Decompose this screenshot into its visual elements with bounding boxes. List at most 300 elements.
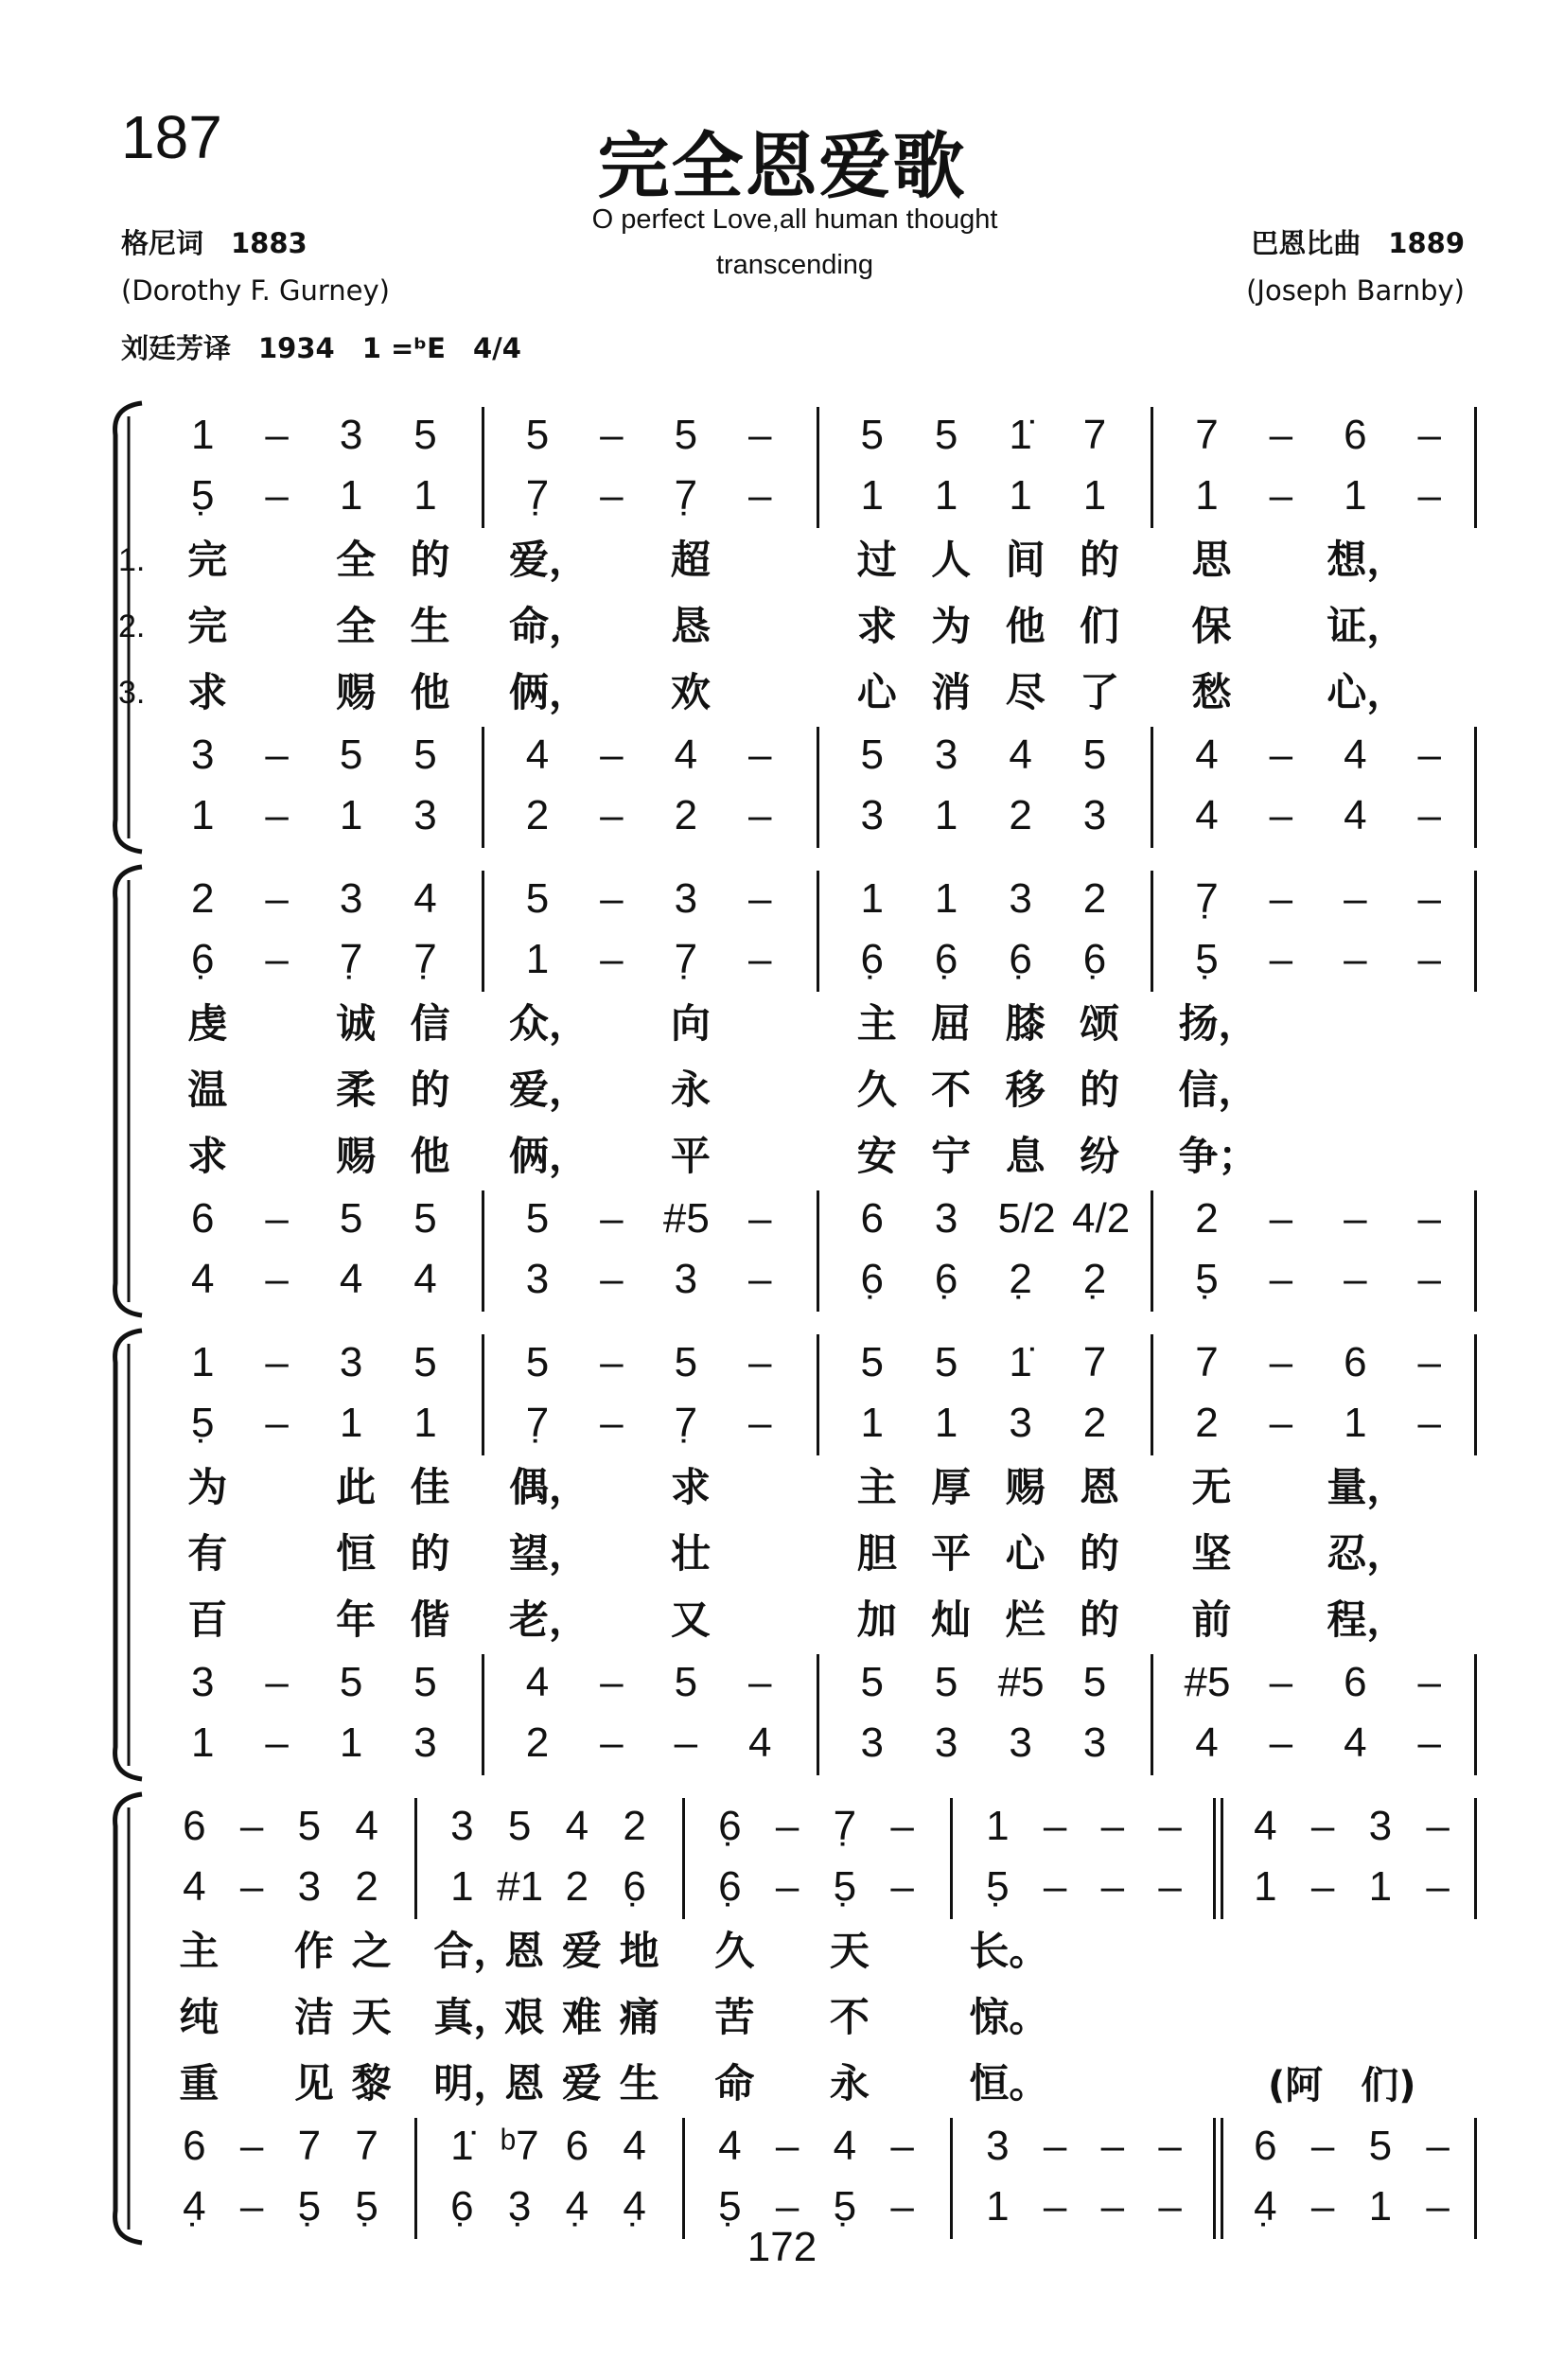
note: 3	[860, 792, 884, 838]
lyric-syllable: 无	[1191, 1464, 1232, 1510]
lyric-syllable: 恳	[670, 603, 711, 649]
verse-number: 3.	[118, 675, 146, 711]
note: 1	[1254, 1863, 1277, 1910]
lyric-syllable: 们	[1080, 603, 1120, 649]
note: –	[1269, 1256, 1293, 1302]
lyric-syllable: 久	[856, 1067, 897, 1113]
lyric-syllable: 主	[856, 1000, 897, 1047]
lyric-syllable: 求	[670, 1464, 711, 1510]
bar-line	[482, 1190, 484, 1312]
bar-line	[1151, 407, 1153, 528]
note: 3	[674, 1256, 698, 1302]
end-bar-line	[1474, 2118, 1477, 2239]
note: –	[1269, 792, 1293, 838]
note: –	[600, 1659, 624, 1705]
note: –	[265, 732, 289, 778]
lower-part-row	[0, 727, 1564, 784]
lyric-syllable: 温	[187, 1067, 228, 1113]
lower-part-row	[0, 787, 1564, 844]
note: 5̣	[833, 1863, 857, 1910]
note: 1	[339, 1719, 363, 1766]
lyric-syllable: 完	[187, 537, 228, 583]
lyric-syllable: 他	[410, 669, 450, 715]
page-number: 172	[747, 2224, 817, 2270]
upper-part-row	[0, 931, 1564, 988]
lyric-line	[0, 1989, 1564, 2046]
note: 3	[674, 875, 698, 922]
lyric-syllable: 明，	[433, 2060, 514, 2107]
bar-line	[817, 871, 819, 992]
note: 1	[413, 1400, 437, 1446]
bar-line	[682, 1798, 685, 1919]
note: –	[1417, 1400, 1442, 1446]
note: 5	[525, 1195, 550, 1242]
lyric-syllable: 移	[1005, 1067, 1046, 1113]
note: –	[1417, 1195, 1442, 1242]
lyric-syllable: 天	[351, 1994, 392, 2040]
note: 3	[190, 1659, 215, 1705]
note: 1	[450, 1863, 474, 1910]
lyric-syllable: 有	[187, 1530, 228, 1577]
note: –	[1158, 1803, 1182, 1849]
note: 1̇	[450, 2123, 474, 2169]
note: 7̣	[674, 472, 698, 519]
note: 3	[934, 732, 958, 778]
note: –	[1426, 2183, 1450, 2230]
lyric-syllable: 平	[670, 1133, 711, 1179]
note: 2	[1082, 1400, 1107, 1446]
lyric-line	[0, 1592, 1564, 1648]
lyric-syllable: 信	[410, 1000, 450, 1047]
bar-line	[482, 727, 484, 848]
verse-number: 2.	[118, 608, 146, 644]
note: 7̣	[674, 1400, 698, 1446]
lyric-line	[0, 1923, 1564, 1980]
note: –	[1100, 1863, 1125, 1910]
lyric-syllable: 命	[714, 2060, 755, 2107]
note: –	[748, 472, 772, 519]
note: 3	[525, 1256, 550, 1302]
bar-line	[817, 1190, 819, 1312]
note: –	[600, 732, 624, 778]
note: #5	[997, 1659, 1045, 1705]
upper-part-row	[0, 1395, 1564, 1452]
note: 5	[860, 732, 884, 778]
note: 5	[525, 1339, 550, 1385]
note: 5̣	[1195, 936, 1219, 982]
note: 3	[986, 2123, 1010, 2169]
note: –	[1310, 2123, 1335, 2169]
lyric-syllable: 胆	[856, 1530, 897, 1577]
note: ᵇ7	[500, 2123, 539, 2169]
lyric-syllable: 诚	[336, 1000, 377, 1047]
hymn-title-chinese: 完全恩爱歌	[597, 124, 967, 208]
note: 4/2	[1072, 1195, 1131, 1242]
note: 3	[1082, 792, 1107, 838]
lyric-syllable: 全	[336, 603, 377, 649]
note: 4	[718, 2123, 742, 2169]
note: 3	[1368, 1803, 1393, 1849]
lyric-syllable: 地	[619, 1928, 659, 1974]
note: –	[265, 1719, 289, 1766]
note: 4	[339, 1256, 363, 1302]
lyric-syllable: 柔	[336, 1067, 377, 1113]
note: 1	[934, 792, 958, 838]
note: 2̣	[1009, 1256, 1032, 1302]
note: 5	[674, 412, 698, 458]
note: –	[748, 1339, 772, 1385]
note: 3	[1009, 875, 1032, 922]
note: 5	[413, 1195, 437, 1242]
note: 4	[190, 1256, 215, 1302]
lyric-line	[0, 1459, 1564, 1516]
note: –	[1426, 1803, 1450, 1849]
end-bar-line	[1474, 1190, 1477, 1312]
note: –	[748, 1195, 772, 1242]
lyric-syllable: 爱，	[508, 537, 589, 583]
note: –	[1269, 1339, 1293, 1385]
lyric-syllable: 苦	[714, 1994, 755, 2040]
lower-part-row	[0, 1251, 1564, 1308]
note: 5	[413, 732, 437, 778]
note: 5	[860, 1659, 884, 1705]
note: 1	[934, 472, 958, 519]
lyric-syllable: 老，	[508, 1596, 589, 1643]
hymn-title-english: O perfect Love,all human thought transcending	[591, 204, 998, 280]
note: –	[748, 1400, 772, 1446]
note: 3	[934, 1195, 958, 1242]
note: 4	[525, 732, 550, 778]
note: 3	[934, 1719, 958, 1766]
note: –	[1043, 2123, 1067, 2169]
note: 3	[1009, 1400, 1032, 1446]
note: 7	[297, 2123, 322, 2169]
system-bracket	[104, 1325, 161, 1785]
note: –	[1417, 1339, 1442, 1385]
lyric-syllable: 命，	[508, 603, 589, 649]
note: –	[1269, 472, 1293, 519]
note: 2	[525, 1719, 550, 1766]
note: –	[1417, 412, 1442, 458]
note: 3	[413, 1719, 437, 1766]
bar-line	[1151, 1334, 1153, 1455]
lyric-syllable: 纯	[179, 1994, 220, 2040]
lyric-syllable: 的	[1080, 1596, 1120, 1643]
lyric-syllable: 烂	[1005, 1596, 1046, 1643]
note: 4	[565, 1803, 589, 1849]
note: 1	[190, 1719, 215, 1766]
lyric-syllable: 爱，	[508, 1067, 589, 1113]
note: 1	[1344, 472, 1367, 519]
lyricist-chinese: 格尼词 1883	[121, 227, 308, 259]
lyric-syllable: 合，	[433, 1928, 514, 1974]
note: 4	[674, 732, 698, 778]
note: 7	[1082, 412, 1107, 458]
lyric-syllable: 量，	[1327, 1464, 1407, 1510]
lyric-line	[0, 598, 1564, 655]
bar-line	[1151, 1190, 1153, 1312]
system-bracket	[104, 861, 161, 1321]
note: –	[239, 2123, 264, 2169]
note: 5	[674, 1339, 698, 1385]
note: 2	[623, 1803, 646, 1849]
note: 7̣	[1195, 875, 1219, 922]
composer-english: (Joseph Barnby)	[1246, 274, 1465, 307]
lyric-line	[0, 1525, 1564, 1582]
note: 1	[1368, 2183, 1393, 2230]
double-bar-line	[1213, 1798, 1216, 1919]
note: 2	[355, 1863, 378, 1910]
lyric-syllable: 不	[829, 1994, 870, 2040]
lyric-syllable: 赐	[336, 669, 377, 715]
note: 3	[339, 875, 363, 922]
lyric-syllable: 的	[410, 1067, 450, 1113]
lyric-syllable: 为	[931, 603, 972, 649]
lyric-syllable: 求	[187, 669, 228, 715]
lyric-syllable: 争；	[1178, 1133, 1258, 1179]
note: 4	[1344, 792, 1367, 838]
note: 6	[565, 2123, 589, 2169]
note: 6	[1344, 1339, 1367, 1385]
lyric-syllable: 的	[1080, 1530, 1120, 1577]
lyric-syllable: 难	[561, 1994, 602, 2040]
lyric-syllable: 信，	[1178, 1067, 1258, 1113]
note: 5	[934, 1659, 958, 1705]
note: 1̇	[1009, 1339, 1032, 1385]
note: 5̣	[718, 2183, 742, 2230]
note: 6	[860, 1195, 884, 1242]
bar-line	[1151, 871, 1153, 992]
lyric-syllable: 众，	[508, 1000, 589, 1047]
note: 2	[1195, 1195, 1219, 1242]
note: 2	[1009, 792, 1032, 838]
lyric-syllable: 见	[293, 2060, 334, 2107]
upper-part-row	[0, 871, 1564, 927]
lyric-syllable: 不	[931, 1067, 972, 1113]
note: 1	[1344, 1400, 1367, 1446]
note: 1	[190, 792, 215, 838]
note: 5	[860, 412, 884, 458]
note: 1	[860, 1400, 884, 1446]
note: –	[1417, 1256, 1442, 1302]
lyric-syllable: 他	[1005, 603, 1046, 649]
bar-line	[950, 1798, 953, 1919]
note: –	[748, 1659, 772, 1705]
note: 6̣	[190, 936, 215, 982]
lyric-syllable: 完	[187, 603, 228, 649]
lyric-syllable: 思	[1191, 537, 1232, 583]
lyric-syllable: 想，	[1327, 537, 1407, 583]
note: –	[1043, 1863, 1067, 1910]
upper-part-row	[0, 1334, 1564, 1391]
note: 6̣	[1009, 936, 1032, 982]
note: 6	[1344, 1659, 1367, 1705]
note: 7̣	[833, 1803, 857, 1849]
lyric-syllable: 生	[619, 2060, 659, 2107]
note: –	[600, 875, 624, 922]
lyric-syllable: 望，	[508, 1530, 589, 1577]
note: –	[265, 1400, 289, 1446]
lyric-syllable: 平	[931, 1530, 972, 1577]
note: –	[1417, 792, 1442, 838]
upper-part-row	[0, 467, 1564, 524]
note: –	[775, 2183, 800, 2230]
note: –	[1310, 1863, 1335, 1910]
lyric-syllable: 恩	[1080, 1464, 1120, 1510]
note: 4	[1254, 1803, 1277, 1849]
note: 4	[355, 1803, 378, 1849]
lower-part-row	[0, 1715, 1564, 1772]
note: 5	[525, 875, 550, 922]
note: 4	[1195, 1719, 1219, 1766]
lyric-syllable: 厚	[931, 1464, 972, 1510]
note: –	[600, 412, 624, 458]
note: –	[1417, 1659, 1442, 1705]
note: –	[1417, 732, 1442, 778]
note: 4	[623, 2123, 646, 2169]
note: –	[890, 1803, 914, 1849]
note: 7̣	[525, 472, 550, 519]
note: 1	[934, 1400, 958, 1446]
note: 6	[1254, 2123, 1277, 2169]
note: 4	[833, 2123, 857, 2169]
note: 1	[339, 792, 363, 838]
note: –	[674, 1719, 698, 1766]
bar-line	[414, 1798, 417, 1919]
note: 3	[1009, 1719, 1032, 1766]
lyric-syllable: 永	[670, 1067, 711, 1113]
note: 4	[183, 1863, 206, 1910]
note: 4	[525, 1659, 550, 1705]
bar-line	[817, 1654, 819, 1775]
note: 5	[413, 1659, 437, 1705]
lyric-syllable: 为	[187, 1464, 228, 1510]
note: –	[265, 1339, 289, 1385]
lyric-syllable: 超	[670, 537, 711, 583]
bar-line	[682, 2118, 685, 2239]
note: 6	[183, 1803, 206, 1849]
note: –	[1269, 412, 1293, 458]
note: –	[1158, 2183, 1182, 2230]
note: –	[775, 2123, 800, 2169]
lyric-syllable: 长。	[969, 1928, 1049, 1974]
note: –	[600, 1195, 624, 1242]
bar-line	[817, 407, 819, 528]
lyric-syllable: 黎	[351, 2060, 392, 2107]
note: –	[775, 1863, 800, 1910]
note: –	[265, 1195, 289, 1242]
lyric-syllable: 爱	[561, 2060, 602, 2107]
lyric-syllable: 的	[1080, 1067, 1120, 1113]
double-bar-line	[1213, 2118, 1216, 2239]
bar-line	[414, 2118, 417, 2239]
note: 5	[674, 1659, 698, 1705]
lyric-syllable: 息	[1005, 1133, 1046, 1179]
end-bar-line	[1474, 727, 1477, 848]
lyric-syllable: 此	[336, 1464, 377, 1510]
lyric-syllable: 全	[336, 537, 377, 583]
note: –	[600, 1400, 624, 1446]
note: 4	[1195, 792, 1219, 838]
note: 2	[565, 1863, 589, 1910]
note: 6̣	[860, 936, 884, 982]
note: 1	[1368, 1863, 1393, 1910]
note: –	[1426, 2123, 1450, 2169]
lyric-syllable: 爱	[561, 1928, 602, 1974]
note: 5̣	[1195, 1256, 1219, 1302]
lyric-syllable: 作	[293, 1928, 334, 1974]
note: 2̣	[1082, 1256, 1107, 1302]
note: –	[1269, 875, 1293, 922]
lyric-syllable: 消	[931, 669, 972, 715]
note: 1	[1082, 472, 1107, 519]
note: 1	[1009, 472, 1032, 519]
note: –	[265, 472, 289, 519]
lyric-syllable: 佳	[410, 1464, 450, 1510]
note: 6̣	[934, 1256, 958, 1302]
lyric-syllable: 真，	[433, 1994, 514, 2040]
lyric-syllable: 壮	[670, 1530, 711, 1577]
lyric-syllable: 恒	[336, 1530, 377, 1577]
note: –	[239, 1803, 264, 1849]
lyric-line	[0, 996, 1564, 1052]
lyric-syllable: 前	[1191, 1596, 1232, 1643]
note: –	[1417, 936, 1442, 982]
note: –	[1158, 2123, 1182, 2169]
lyric-syllable: 尽	[1005, 669, 1046, 715]
note: 4	[1195, 732, 1219, 778]
note: #1	[497, 1863, 544, 1910]
note: 1	[190, 412, 215, 458]
note: 2	[525, 792, 550, 838]
note: 2	[1195, 1400, 1219, 1446]
note: 6̣	[718, 1803, 742, 1849]
lyric-syllable: 主	[179, 1928, 220, 1974]
lyric-syllable: 主	[856, 1464, 897, 1510]
lyric-syllable: 愁	[1191, 669, 1232, 715]
note: –	[265, 1256, 289, 1302]
note: –	[600, 1719, 624, 1766]
note: 5̣	[190, 472, 215, 519]
lyric-syllable: 痛	[619, 1994, 659, 2040]
system-bracket	[104, 397, 161, 857]
end-bar-line	[1474, 407, 1477, 528]
note: 4̣	[565, 2183, 589, 2230]
note: –	[1100, 2123, 1125, 2169]
note: 5̣	[833, 2183, 857, 2230]
lyric-syllable: 扬，	[1178, 1000, 1258, 1047]
note: 1	[190, 1339, 215, 1385]
lyric-syllable: 证，	[1327, 603, 1407, 649]
note: –	[775, 1803, 800, 1849]
note: –	[748, 792, 772, 838]
note: 7	[355, 2123, 378, 2169]
note: 5̣	[355, 2183, 378, 2230]
lyric-syllable: 向	[670, 1000, 711, 1047]
bar-line	[482, 871, 484, 992]
note: 4	[748, 1719, 772, 1766]
note: 1	[860, 875, 884, 922]
note: –	[748, 875, 772, 922]
note: 4̣	[183, 2183, 206, 2230]
note: 6̣	[934, 936, 958, 982]
note: –	[600, 472, 624, 519]
lyric-syllable: 的	[410, 1530, 450, 1577]
double-bar-line	[1221, 2118, 1223, 2239]
end-bar-line	[1474, 871, 1477, 992]
lyric-syllable: 人	[931, 537, 972, 583]
note: 7	[1082, 1339, 1107, 1385]
